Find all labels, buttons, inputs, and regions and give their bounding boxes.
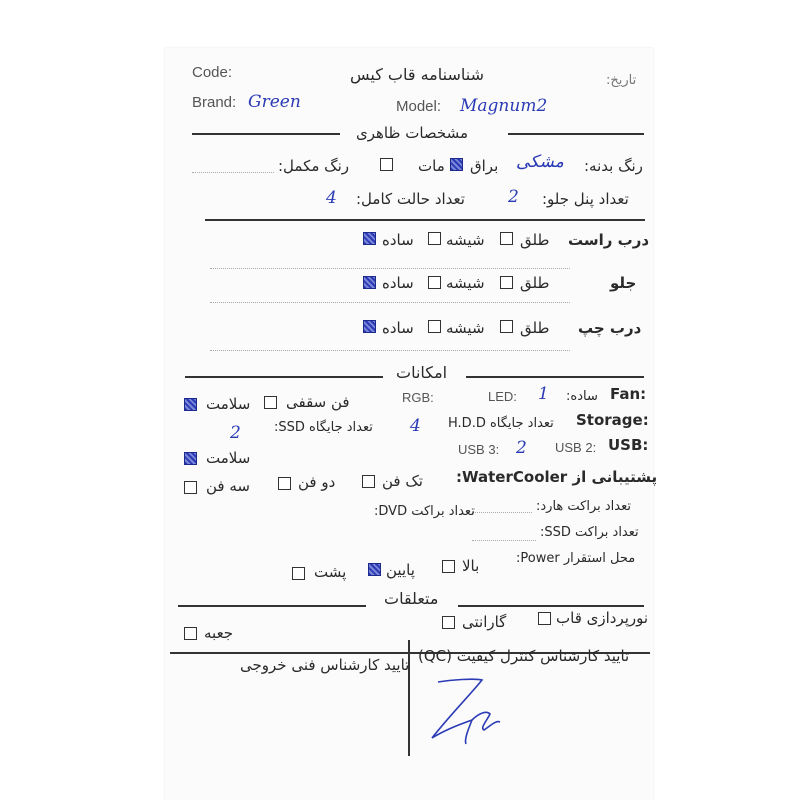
door-front-plain-checkbox[interactable] [363, 276, 376, 289]
front-panel-value: 2 [508, 187, 519, 207]
door-front-glass-label: شیشه [446, 274, 485, 292]
qc-signature [420, 670, 520, 750]
matte-label: مات [418, 157, 445, 175]
full-states-label: تعداد حالت کامل: [356, 190, 465, 208]
healthy-label: سلامت [206, 395, 251, 413]
door-front-arch-label: طلق [520, 274, 550, 292]
healthy2-checkbox[interactable] [184, 452, 197, 465]
model-label: Model: [396, 98, 442, 115]
brand-label: Brand: [192, 94, 237, 111]
body-color-value: مشکی [516, 152, 564, 172]
door-left-label: درب چپ [578, 319, 642, 337]
section-appearance-title: مشخصات ظاهری [356, 124, 469, 142]
bottom-checkbox[interactable] [368, 563, 381, 576]
lighting-checkbox[interactable] [538, 612, 551, 625]
led-label: LED: [488, 389, 517, 404]
front-panel-label: تعداد پنل جلو: [542, 190, 629, 208]
hdd-value: 4 [410, 416, 421, 436]
healthy-checkbox[interactable] [184, 398, 197, 411]
fan-plain-label: ساده: [566, 389, 598, 404]
healthy2-label: سلامت [206, 449, 251, 467]
usb3-label: USB 3: [458, 442, 500, 457]
usb2-label: USB 2: [555, 440, 597, 455]
door-right-plain-label: ساده [382, 231, 414, 249]
top-label: بالا [462, 557, 480, 575]
warranty-checkbox[interactable] [442, 616, 455, 629]
tech-approval-label: تایید کارشناس فنی خروجی [240, 656, 410, 674]
divider [466, 376, 644, 378]
back-checkbox[interactable] [292, 567, 305, 580]
accent-color-field[interactable] [192, 172, 274, 173]
rgb-label: RGB: [402, 390, 434, 405]
form-title: شناسنامه قاب کیس [350, 65, 484, 84]
full-states-value: 4 [326, 188, 337, 208]
door-front-arch-checkbox[interactable] [500, 276, 513, 289]
double-fan-label: دو فن [298, 473, 336, 491]
glossy-checkbox[interactable] [450, 158, 463, 171]
storage-label: Storage: [576, 411, 649, 429]
lighting-label: نورپردازی قاب [556, 609, 649, 627]
ceiling-fan-checkbox[interactable] [264, 396, 277, 409]
usb3-value: 2 [516, 438, 527, 458]
divider [508, 133, 644, 135]
divider [178, 605, 366, 607]
divider [458, 605, 644, 607]
hdd-bracket-field[interactable] [472, 512, 532, 513]
section-features-title: امکانات [396, 363, 448, 382]
ceiling-fan-label: فن سقفی [286, 393, 350, 411]
section-accessories-title: متعلقات [384, 589, 439, 608]
door-front-plain-label: ساده [382, 274, 414, 292]
door-right-notes[interactable] [210, 268, 570, 269]
date-label: تاریخ: [606, 73, 637, 88]
back-label: پشت [314, 563, 347, 581]
fan-plain-value: 1 [538, 384, 549, 404]
door-right-arch-label: طلق [520, 231, 550, 249]
triple-fan-label: سه فن [206, 477, 250, 495]
door-right-glass-checkbox[interactable] [428, 232, 441, 245]
door-front-label: جلو [610, 274, 637, 292]
door-right-plain-checkbox[interactable] [363, 232, 376, 245]
door-left-plain-checkbox[interactable] [363, 320, 376, 333]
door-front-glass-checkbox[interactable] [428, 276, 441, 289]
double-fan-checkbox[interactable] [278, 477, 291, 490]
box-label: جعبه [204, 624, 234, 642]
door-left-glass-checkbox[interactable] [428, 320, 441, 333]
door-right-label: درب راست [568, 231, 650, 249]
qc-approval-label: تایید کارشناس کنترل کیفیت (QC) [418, 647, 630, 665]
door-front-notes[interactable] [210, 302, 570, 303]
top-checkbox[interactable] [442, 560, 455, 573]
single-fan-label: تک فن [382, 472, 423, 490]
brand-value: Green [248, 92, 301, 112]
accent-color-label: رنگ مکمل: [278, 157, 350, 175]
door-left-plain-label: ساده [382, 319, 414, 337]
hdd-label: تعداد جایگاه H.D.D [448, 416, 554, 431]
code-label: Code: [192, 64, 233, 81]
divider [205, 219, 645, 221]
ssd-value: 2 [230, 423, 241, 443]
warranty-label: گارانتی [462, 613, 507, 631]
door-right-glass-label: شیشه [446, 231, 485, 249]
triple-fan-checkbox[interactable] [184, 481, 197, 494]
divider [185, 376, 383, 378]
door-right-arch-checkbox[interactable] [500, 232, 513, 245]
fan-label: Fan: [610, 385, 647, 403]
power-location-label: محل استقرار Power: [516, 551, 636, 566]
box-checkbox[interactable] [184, 627, 197, 640]
bottom-label: پایین [386, 561, 415, 579]
single-fan-checkbox[interactable] [362, 475, 375, 488]
divider [192, 133, 340, 135]
door-left-arch-checkbox[interactable] [500, 320, 513, 333]
door-left-notes[interactable] [210, 350, 570, 351]
watercooler-label: پشتیبانی از WaterCooler: [456, 468, 658, 486]
model-value: Magnum2 [460, 96, 548, 116]
matte-checkbox[interactable] [380, 158, 393, 171]
hdd-bracket-label: تعداد براکت هارد: [536, 499, 631, 514]
ssd-label: تعداد جایگاه SSD: [274, 420, 373, 435]
ssd-bracket-label: تعداد براکت SSD: [540, 525, 639, 540]
dvd-bracket-label: تعداد براکت DVD: [374, 504, 475, 519]
door-left-arch-label: طلق [520, 319, 550, 337]
door-left-glass-label: شیشه [446, 319, 485, 337]
body-color-label: رنگ بدنه: [584, 157, 643, 175]
glossy-label: براق [470, 157, 499, 175]
ssd-bracket-field[interactable] [472, 540, 536, 541]
usb-label: USB: [608, 436, 649, 454]
